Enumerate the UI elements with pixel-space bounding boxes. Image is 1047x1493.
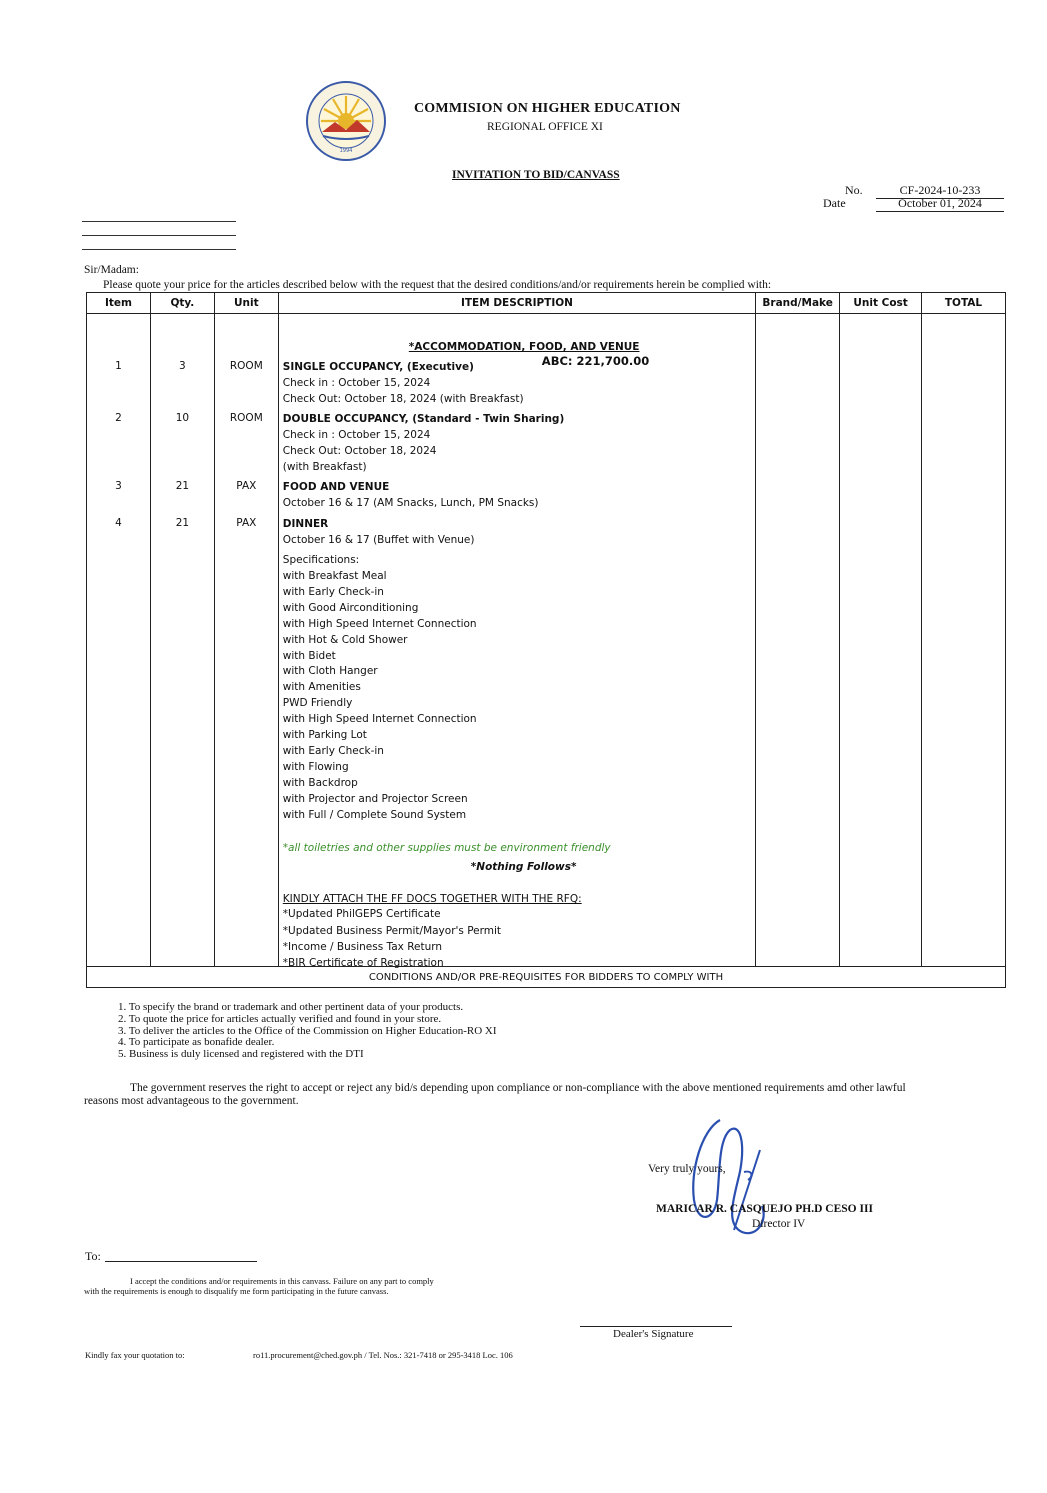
qty-column (150, 314, 214, 967)
signer-title: Director IV (752, 1218, 806, 1230)
item-detail: Check in : October 15, 2024 (282, 429, 431, 441)
address-line-3 (82, 249, 236, 250)
signer-name: MARICAR R. CASQUEJO PH.D CESO III (656, 1203, 873, 1215)
item-detail: (with Breakfast) (282, 461, 367, 473)
salutation: Sir/Madam: (84, 264, 139, 276)
item-number: 3 (115, 480, 122, 492)
specs-title: Specifications: (282, 554, 360, 566)
item-title: DINNER (282, 518, 329, 530)
to-label: To: (85, 1249, 101, 1263)
svg-text:1994: 1994 (339, 148, 353, 154)
item-qty: 3 (179, 360, 186, 372)
eco-note: *all toiletries and other supplies must be environment friendly (282, 842, 611, 854)
dealer-signature-line[interactable] (580, 1326, 732, 1327)
attachment-item: *Updated PhilGEPS Certificate (282, 908, 441, 920)
spec-item: with Backdrop (282, 777, 358, 789)
header-qty: Qty. (150, 293, 214, 314)
conditions-list (118, 1002, 497, 1061)
no-label: No. (845, 183, 863, 197)
spec-item: with Amenities (282, 681, 361, 693)
to-blank-line[interactable] (105, 1261, 257, 1262)
acceptance-line: with the requirements is enough to disqualify me form participating in the future canvass. (84, 1286, 389, 1296)
header-unit-cost: Unit Cost (840, 293, 922, 314)
item-number: 4 (115, 517, 122, 529)
paragraph-line: The government reserves the right to accept or reject any bid/s depending upon compliance or non-compliance with the above mentioned requirements amd other lawful (130, 1082, 906, 1094)
document-title: INVITATION TO BID/CANVASS (452, 169, 620, 181)
header-unit: Unit (214, 293, 278, 314)
table-header-row (87, 293, 1006, 314)
spec-item: with Bidet (282, 650, 336, 662)
ched-seal-logo (305, 80, 387, 167)
unit-cost-column[interactable] (840, 314, 922, 967)
spec-item: with Projector and Projector Screen (282, 793, 468, 805)
spec-item: with Good Airconditioning (282, 602, 419, 614)
date-label: Date (823, 196, 846, 210)
item-unit: PAX (236, 517, 257, 529)
spec-item: with Early Check-in (282, 745, 384, 757)
brand-column[interactable] (756, 314, 840, 967)
item-detail: Check Out: October 18, 2024 (with Breakfast) (282, 393, 524, 405)
abc-amount: ABC: 221,700.00 (541, 354, 650, 368)
intro-text: Please quote your price for the articles described below with the request that the desired conditions/and/or requirements herein be complied with: (103, 279, 772, 291)
condition-item: 4. To participate as bonafide dealer. (118, 1036, 275, 1049)
item-qty: 21 (175, 517, 190, 529)
condition-item: 2. To quote the price for articles actually verified and found in your store. (118, 1012, 442, 1025)
address-line-2 (82, 235, 236, 236)
agency-subtitle: REGIONAL OFFICE XI (487, 121, 603, 133)
item-qty: 10 (175, 412, 190, 424)
spec-item: with Cloth Hanger (282, 665, 378, 677)
item-qty: 21 (175, 480, 190, 492)
spec-item: with Early Check-in (282, 586, 384, 598)
address-line-1 (82, 221, 236, 222)
header-description: ITEM DESCRIPTION (278, 293, 755, 314)
item-unit: ROOM (229, 412, 263, 424)
condition-item: 3. To deliver the articles to the Office of the Commission on Higher Education-RO XI (118, 1024, 497, 1037)
acceptance-line: I accept the conditions and/or requirements in this canvass. Failure on any part to comply (130, 1276, 434, 1286)
section-title: *ACCOMMODATION, FOOD, AND VENUE (408, 341, 640, 353)
dealer-signature-label: Dealer's Signature (613, 1328, 694, 1340)
item-column (87, 314, 151, 967)
item-unit: PAX (236, 480, 257, 492)
conditions-header: CONDITIONS AND/OR PRE-REQUISITES FOR BIDDERS TO COMPLY WITH (87, 967, 1006, 988)
paragraph-line: reasons most advantageous to the government. (84, 1094, 299, 1107)
condition-item: 5. Business is duly licensed and registered with the DTI (118, 1048, 364, 1061)
spec-item: with Parking Lot (282, 729, 367, 741)
nothing-follows: *Nothing Follows* (470, 861, 577, 873)
item-title: SINGLE OCCUPANCY, (Executive) (282, 361, 474, 373)
item-title: FOOD AND VENUE (282, 481, 390, 493)
table-body-row (87, 314, 1006, 967)
agency-title: COMMISION ON HIGHER EDUCATION (414, 101, 681, 116)
attachment-item: *Income / Business Tax Return (282, 941, 443, 953)
no-value: CF-2024-10-233 (876, 183, 1004, 199)
spec-item: with Hot & Cold Shower (282, 634, 408, 646)
fax-label: Kindly fax your quotation to: (85, 1350, 185, 1360)
attachment-item: *BIR Certificate of Registration (282, 957, 444, 969)
spec-item: with Breakfast Meal (282, 570, 387, 582)
header-item: Item (87, 293, 151, 314)
total-column[interactable] (922, 314, 1006, 967)
header-total: TOTAL (922, 293, 1006, 314)
spec-item: with High Speed Internet Connection (282, 618, 477, 630)
item-title: DOUBLE OCCUPANCY, (Standard - Twin Sharing) (282, 413, 565, 425)
spec-item: with Flowing (282, 761, 349, 773)
item-unit: ROOM (229, 360, 263, 372)
spec-item: PWD Friendly (282, 697, 353, 709)
item-number: 1 (115, 360, 122, 372)
item-detail: October 16 & 17 (Buffet with Venue) (282, 534, 475, 546)
conditions-header-row (87, 967, 1006, 988)
closing: Very truly yours, (648, 1163, 726, 1175)
item-detail: October 16 & 17 (AM Snacks, Lunch, PM Snacks) (282, 497, 539, 509)
reservation-paragraph (84, 1082, 989, 1107)
item-detail: Check in : October 15, 2024 (282, 377, 431, 389)
bid-table (86, 292, 1006, 988)
description-column (278, 314, 755, 967)
header-brand: Brand/Make (756, 293, 840, 314)
attachment-item: *Updated Business Permit/Mayor's Permit (282, 925, 502, 937)
item-detail: Check Out: October 18, 2024 (282, 445, 437, 457)
attach-title: KINDLY ATTACH THE FF DOCS TOGETHER WITH THE RFQ: (282, 893, 582, 905)
acceptance-statement (84, 1276, 434, 1296)
date-value: October 01, 2024 (876, 196, 1004, 212)
fax-contact: ro11.procurement@ched.gov.ph / Tel. Nos.: 321-7418 or 295-3418 Loc. 106 (253, 1350, 513, 1360)
spec-item: with Full / Complete Sound System (282, 809, 467, 821)
item-number: 2 (115, 412, 122, 424)
unit-column (214, 314, 278, 967)
spec-item: with High Speed Internet Connection (282, 713, 477, 725)
condition-item: 1. To specify the brand or trademark and other pertinent data of your products. (118, 1001, 464, 1013)
